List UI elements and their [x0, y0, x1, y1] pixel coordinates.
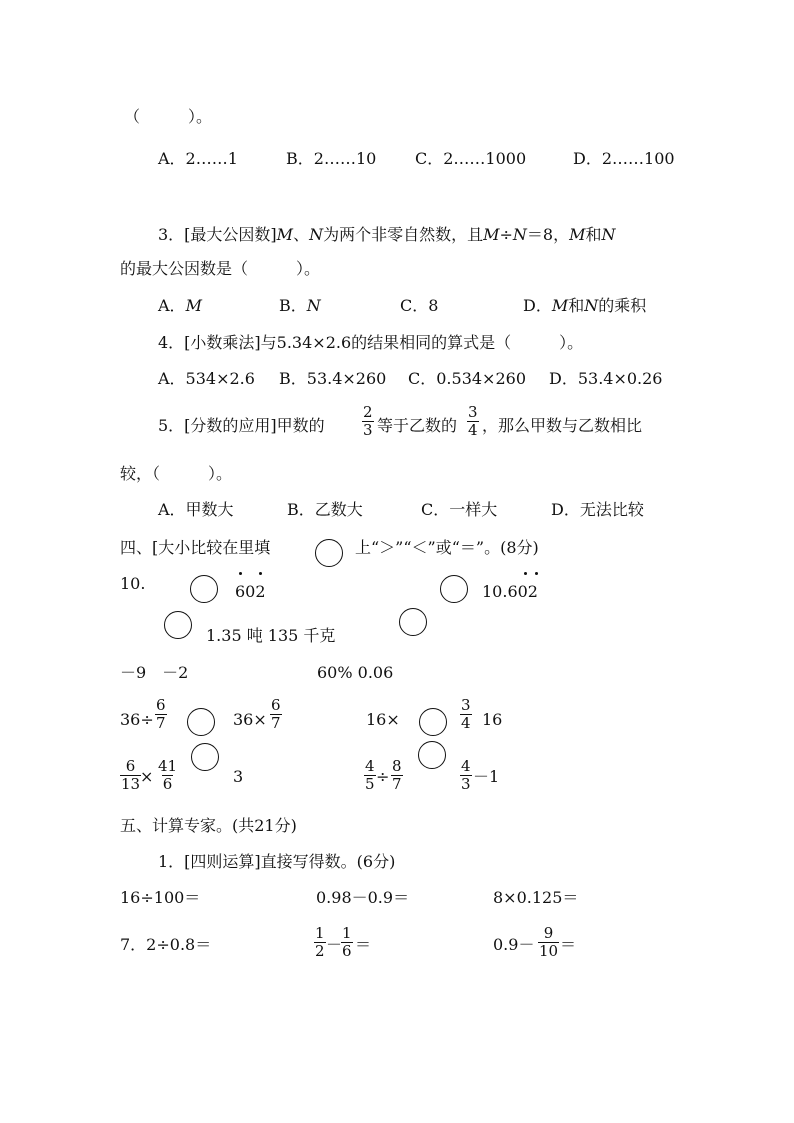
compare-r5-g2: $\frac{8}{7}$: [392, 757, 402, 793]
q4-question: 4．[小数乘法]与5.34×2.6的结果相同的算式是（ ）。: [158, 333, 584, 352]
section5-sub1: 1．[四则运算]直接写得数。(6分): [158, 852, 396, 871]
compare-r3-right: 60% 0.06: [317, 663, 394, 682]
repeat-dot: [524, 572, 527, 575]
calc-e6-eq: ＝: [560, 935, 577, 954]
q4-option-a[interactable]: A．534×2.6: [158, 369, 255, 388]
q3-option-b[interactable]: B．N: [279, 296, 321, 315]
compare-r2-text: 1.35 吨 135 千克: [206, 626, 336, 645]
calc-e6-pre: 0.9－: [493, 935, 535, 954]
repeat-dot: [239, 572, 242, 575]
compare-circle-7[interactable]: [191, 743, 219, 771]
compare-r4-c-pre: 16×: [366, 710, 400, 729]
q3-option-c[interactable]: C．8: [400, 296, 439, 315]
q5-pre: 5．[分数的应用]甲数的: [158, 416, 325, 435]
compare-circle-6[interactable]: [419, 708, 447, 736]
q3-option-d[interactable]: D．M和N的乘积: [523, 296, 647, 315]
q5-post: ，那么甲数与乙数相比: [482, 416, 643, 435]
compare-circle-5[interactable]: [187, 708, 215, 736]
compare-r4-d-fraction: $\frac{3}{4}$: [461, 696, 471, 732]
q5-option-a[interactable]: A．甲数大: [158, 500, 234, 519]
q5-fraction-2: $\frac{3}{4}$: [468, 403, 478, 439]
compare-circle-3[interactable]: [164, 611, 192, 639]
section4-title-post: 上“＞”“＜”或“＝”。(8分): [355, 538, 539, 557]
compare-circle-2[interactable]: [440, 575, 468, 603]
section5-title: 五、计算专家。(共21分): [120, 816, 297, 835]
calc-e5-b: $\frac{1}{6}$: [342, 924, 352, 960]
compare-r4-d-post: 16: [482, 710, 503, 729]
compare-r5-f1: $\frac{6}{13}$: [121, 757, 141, 793]
compare-r5-f2: $\frac{41}{6}$: [158, 757, 178, 793]
q5-fraction-1: $\frac{2}{3}$: [363, 403, 373, 439]
compare-r5-h-post: －1: [473, 767, 500, 786]
q4-option-d[interactable]: D．53.4×0.26: [549, 369, 663, 388]
q2-option-c[interactable]: C．2……1000: [415, 149, 527, 168]
compare-r1-right: 10.602: [482, 582, 538, 601]
compare-r5-g1: $\frac{4}{5}$: [365, 757, 375, 793]
compare-r1-mid: 602: [235, 582, 266, 601]
compare-r1-left: 10.: [120, 574, 146, 593]
compare-circle-1[interactable]: [190, 575, 218, 603]
calc-e1: 16÷100＝: [120, 888, 201, 907]
q3-question-line2: 的最大公因数是（ ）。: [120, 259, 321, 278]
calc-e6-fraction: $\frac{9}{10}$: [539, 924, 559, 960]
calc-e3: 8×0.125＝: [493, 888, 579, 907]
compare-r5-h: $\frac{4}{3}$: [461, 757, 471, 793]
compare-r5-div: ÷: [376, 767, 390, 786]
compare-r4-b-fraction: $\frac{6}{7}$: [271, 696, 281, 732]
compare-circle-8[interactable]: [418, 741, 446, 769]
title-answer-circle: [315, 539, 343, 567]
compare-r5-times: ×: [140, 767, 154, 786]
q5-option-d[interactable]: D．无法比较: [551, 500, 644, 519]
q2-tail: （ ）。: [124, 107, 213, 126]
compare-r5-val: 3: [233, 767, 244, 786]
q4-option-c[interactable]: C．0.534×260: [408, 369, 526, 388]
q5-line2: 较，（ ）。: [120, 464, 233, 483]
calc-e4: 7．2÷0.8＝: [120, 935, 212, 954]
repeat-dot: [535, 572, 538, 575]
calc-e5-a: $\frac{1}{2}$: [315, 924, 325, 960]
calc-e5-eq: ＝: [355, 935, 372, 954]
compare-r4-a-pre: 36÷: [120, 710, 154, 729]
q5-option-c[interactable]: C．一样大: [421, 500, 498, 519]
compare-circle-4[interactable]: [399, 608, 427, 636]
q4-option-b[interactable]: B．53.4×260: [279, 369, 387, 388]
section4-title-pre: 四、[大小比较在里填: [120, 538, 271, 557]
compare-r4-b-pre: 36×: [233, 710, 267, 729]
compare-r3-left: －9 －2: [120, 663, 189, 682]
q2-option-d[interactable]: D．2……100: [573, 149, 675, 168]
q2-option-a[interactable]: A．2……1: [158, 149, 238, 168]
q5-option-b[interactable]: B．乙数大: [287, 500, 363, 519]
repeat-dot: [259, 572, 262, 575]
compare-r4-a-fraction: $\frac{6}{7}$: [156, 696, 166, 732]
calc-e5-minus: －: [326, 935, 343, 954]
q3-question: 3．[最大公因数]M、N为两个非零自然数，且M÷N＝8，M和N: [158, 225, 616, 244]
calc-e2: 0.98－0.9＝: [316, 888, 410, 907]
q2-option-b[interactable]: B．2……10: [286, 149, 377, 168]
q3-option-a[interactable]: A．M: [158, 296, 202, 315]
q5-mid: 等于乙数的: [377, 416, 458, 435]
